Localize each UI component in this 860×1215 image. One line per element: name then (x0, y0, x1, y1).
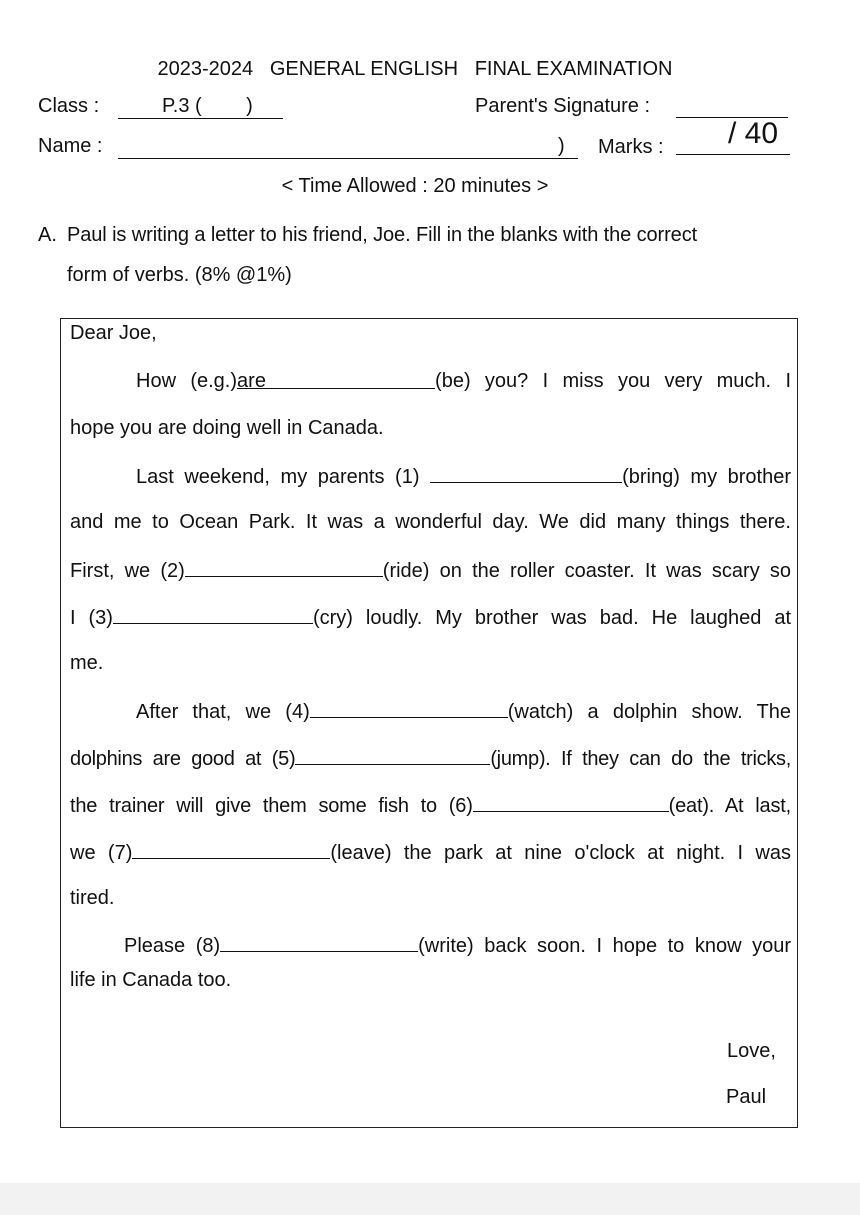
time-allowed: < Time Allowed : 20 minutes > (281, 175, 549, 197)
blank-2[interactable] (185, 558, 383, 577)
class-value[interactable]: P.3 ( ) (162, 95, 253, 117)
parent-signature-label: Parent's Signature : (475, 95, 651, 117)
letter-line-9 (70, 746, 791, 771)
blank-6[interactable] (473, 793, 669, 812)
letter-line-11 (70, 840, 791, 865)
letter-line-4: and me to Ocean Park. It was a wonderful day. We did many things there. (70, 511, 791, 533)
letter-line-8 (70, 699, 791, 724)
marks-label: Marks : (598, 136, 664, 158)
text-segment: the trainer will give them some fish to (6) (70, 795, 473, 817)
instruction-line-1: Paul is writing a letter to his friend, Joe. Fill in the blanks with the correct (67, 224, 698, 246)
text-segment: After that, we (4) (136, 701, 310, 723)
letter-line-5 (70, 558, 791, 583)
marks-field[interactable] (676, 154, 790, 155)
blank-1[interactable] (430, 464, 622, 483)
blank-5[interactable] (295, 746, 490, 765)
letter-box (60, 318, 798, 1128)
text-segment: (write) back soon. I hope to know your (418, 935, 791, 957)
text-segment: I (3) (70, 607, 113, 629)
text-segment: How (e.g.) (136, 370, 238, 392)
letter-line-1 (70, 370, 791, 393)
class-underline (118, 118, 283, 119)
text-segment: (cry) loudly. My brother was bad. He laughed at (312, 607, 792, 629)
text-segment: Please (8) (124, 935, 221, 957)
letter-signature: Paul (726, 1086, 767, 1108)
text-segment: (leave) the park at nine o'clock at night. I was (330, 842, 791, 864)
text-segment: (watch) a dolphin show. The (507, 701, 791, 723)
marks-total: / 40 (728, 117, 779, 150)
text-segment: (bring) my brother (622, 466, 792, 488)
letter-line-10 (70, 793, 791, 818)
letter-line-14: life in Canada too. (70, 969, 232, 991)
letter-line-7: me. (70, 652, 104, 674)
text-segment: dolphins are good at (5) (70, 748, 296, 770)
text-segment: First, we (2) (70, 560, 185, 582)
text-segment: (eat). At last, (668, 795, 791, 817)
section-letter: A. (38, 224, 57, 246)
name-label: Name : (38, 135, 103, 157)
exam-title: 2023-2024 GENERAL ENGLISH FINAL EXAMINATION (157, 58, 673, 80)
text-segment: (be) you? I miss you very much. I (435, 370, 791, 392)
letter-closing: Love, (727, 1040, 776, 1062)
name-field[interactable] (118, 158, 578, 159)
blank-8[interactable] (220, 933, 418, 952)
letter-line-13 (70, 933, 791, 958)
instruction-line-2: form of verbs. (8% @1%) (67, 264, 292, 286)
blank-4[interactable] (310, 699, 508, 718)
name-close-paren: ) (558, 135, 565, 157)
example-answer: are (237, 370, 435, 389)
text-segment: (ride) on the roller coaster. It was scary so (382, 560, 791, 582)
letter-line-2: hope you are doing well in Canada. (70, 417, 384, 439)
page-bottom-edge (0, 1183, 860, 1215)
text-segment: (jump). If they can do the tricks, (490, 748, 791, 770)
text-segment: we (7) (70, 842, 133, 864)
text-segment: Last weekend, my parents (1) (136, 466, 431, 488)
class-label: Class : (38, 95, 100, 117)
letter-line-6 (70, 605, 791, 630)
blank-7[interactable] (132, 840, 330, 859)
letter-greeting: Dear Joe, (70, 322, 157, 344)
letter-line-12: tired. (70, 887, 115, 909)
blank-3[interactable] (113, 605, 313, 624)
letter-line-3 (70, 464, 791, 489)
